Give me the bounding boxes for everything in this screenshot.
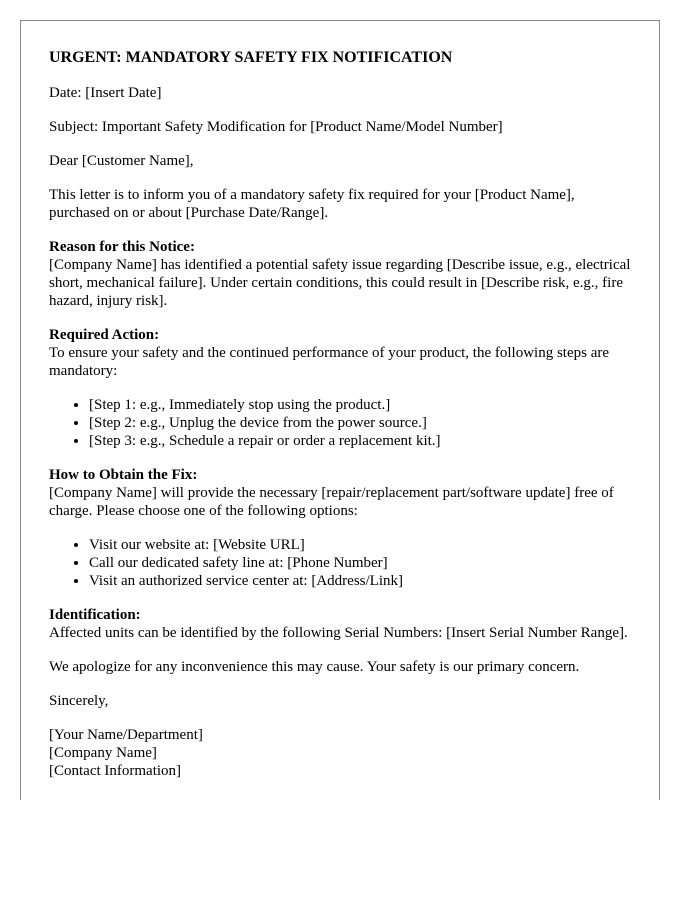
reason-body: [Company Name] has identified a potential safety issue regarding [Describe issue, e.g., electrical short, mechanical failure]. Under certain conditions, this could result in [Describe risk, e.g., fire hazard, injury risk]. (49, 257, 631, 309)
reason-heading: Reason for this Notice: (49, 239, 195, 255)
list-item: • [Step 1: e.g., Immediately stop using the product.] (89, 396, 631, 414)
signature-name: [Your Name/Department] (49, 727, 203, 743)
date-line: Date: [Insert Date] (49, 85, 162, 101)
apology-paragraph: We apologize for any inconvenience this may cause. Your safety is our primary concern. (49, 659, 580, 675)
required-action-body: To ensure your safety and the continued performance of your product, the following steps are mandatory: (49, 345, 610, 379)
list-item: • [Step 3: e.g., Schedule a repair or order a replacement kit.] (89, 432, 631, 450)
letter-document (20, 20, 660, 800)
signature-contact: [Contact Information] (49, 763, 182, 779)
list-item: • [Step 2: e.g., Unplug the device from the power source.] (89, 414, 631, 432)
reason-section (49, 238, 631, 310)
obtain-fix-heading: How to Obtain the Fix: (49, 467, 198, 483)
letter-title: URGENT: MANDATORY SAFETY FIX NOTIFICATION (49, 49, 453, 66)
obtain-fix-section (49, 466, 631, 520)
signature-block (49, 726, 631, 780)
fix-options-list (49, 536, 631, 590)
obtain-fix-body: [Company Name] will provide the necessary [repair/replacement part/software update] free of charge. Please choose one of the following options: (49, 485, 614, 519)
identification-heading: Identification: (49, 607, 141, 623)
closing-line: Sincerely, (49, 693, 109, 709)
subject-line: Subject: Important Safety Modification for [Product Name/Model Number] (49, 119, 503, 135)
intro-paragraph: This letter is to inform you of a mandatory safety fix required for your [Product Name], purchased on or about [Purchase Date/Range]. (49, 187, 575, 221)
identification-body: Affected units can be identified by the following Serial Numbers: [Insert Serial Number Range]. (49, 625, 628, 641)
list-item: • Visit an authorized service center at: [Address/Link] (89, 572, 631, 590)
salutation: Dear [Customer Name], (49, 153, 194, 169)
list-item: • Visit our website at: [Website URL] (89, 536, 631, 554)
required-steps-list (49, 396, 631, 450)
signature-company: [Company Name] (49, 745, 157, 761)
required-action-section (49, 326, 631, 380)
identification-section (49, 606, 631, 642)
required-action-heading: Required Action: (49, 327, 160, 343)
list-item: • Call our dedicated safety line at: [Phone Number] (89, 554, 631, 572)
